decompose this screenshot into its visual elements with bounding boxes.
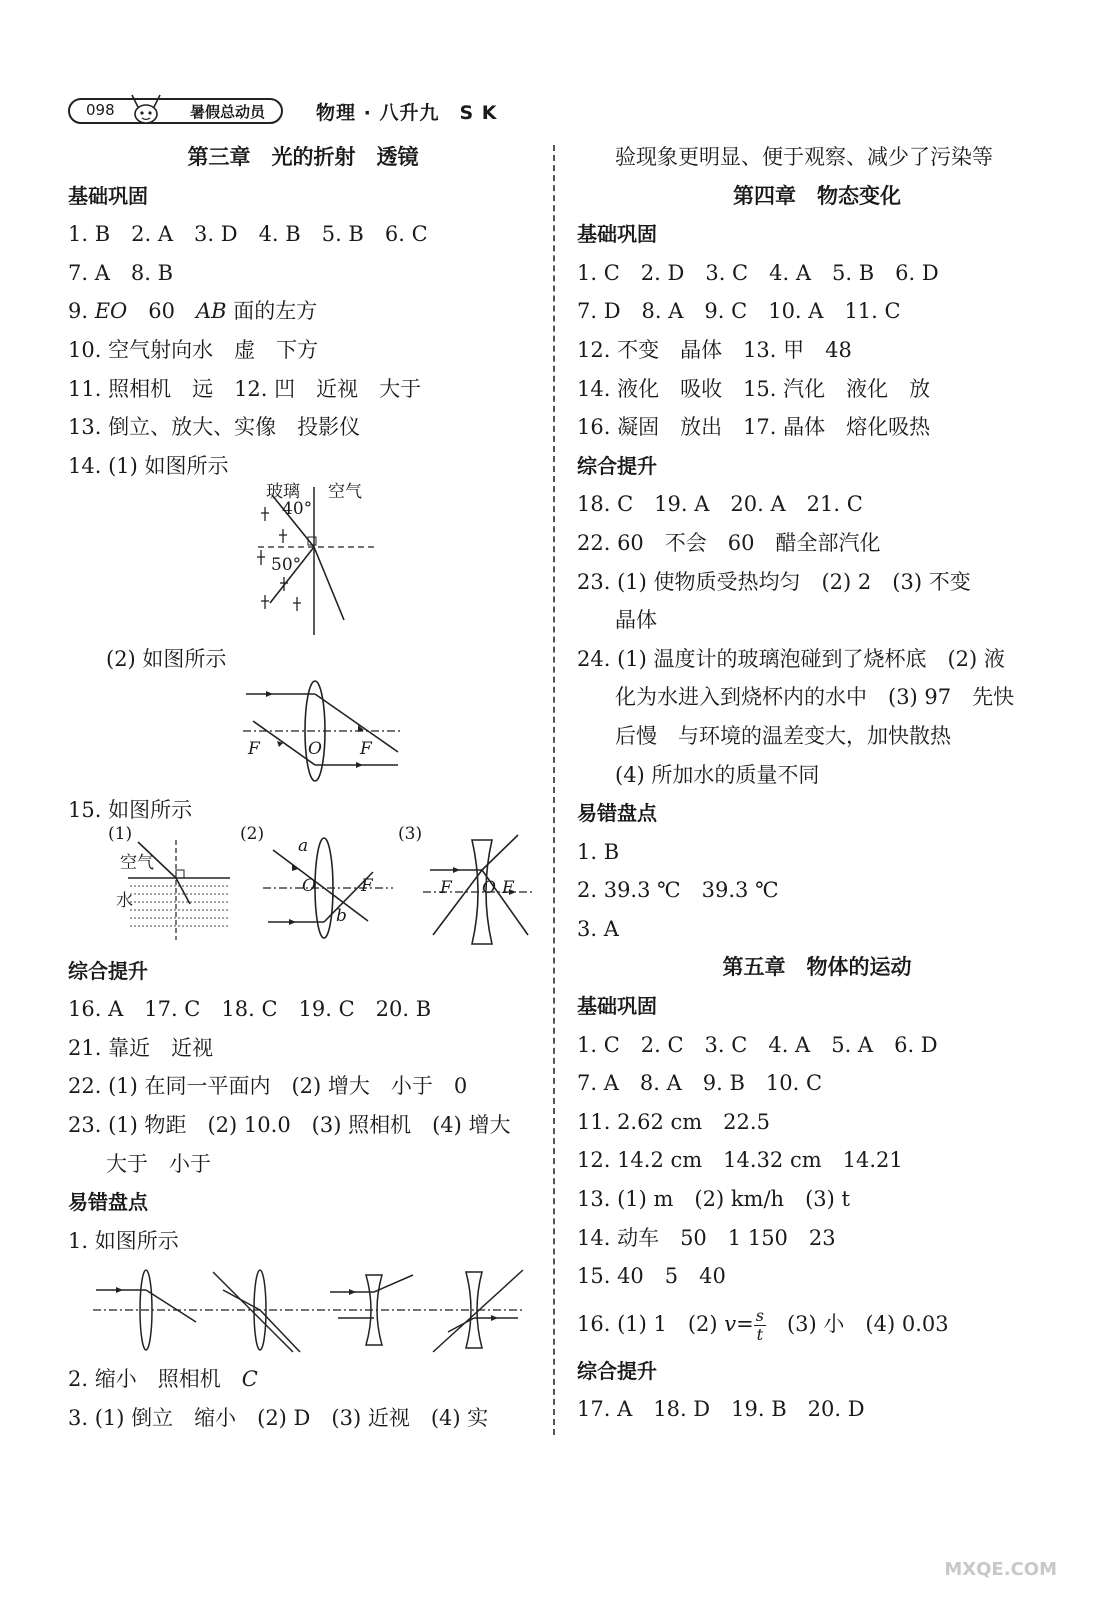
- label-f-left: F: [248, 738, 260, 759]
- answer-line: 11. 照相机 远 12. 凹 近视 大于: [68, 376, 422, 401]
- label-p3: (3): [398, 823, 423, 844]
- label-f-right-15: F: [502, 877, 514, 898]
- answer-line: 2. 39.3 ℃ 39.3 ℃: [577, 878, 779, 903]
- answer-line: 17. A 18. D 19. B 20. D: [577, 1397, 865, 1422]
- label-water: 水: [116, 890, 133, 911]
- section-basic: 基础巩固: [577, 994, 657, 1019]
- answer-line: 化为水进入到烧杯内的水中 (3) 97 先快: [615, 685, 1015, 710]
- answer-line: 晶体: [615, 608, 657, 633]
- watermark: MXQE.COM: [944, 1559, 1057, 1580]
- answer-line: 14. 动车 50 1 150 23: [577, 1225, 836, 1250]
- figure-14-2-convex-lens: [68, 679, 538, 791]
- answer-line: 14. (1) 如图所示: [68, 453, 229, 478]
- label-o-15: O: [302, 875, 316, 896]
- answer-line: 11. 2.62 cm 22.5: [577, 1109, 770, 1134]
- chapter-3-title: 第三章 光的折射 透镜: [187, 145, 419, 169]
- section-advance: 综合提升: [68, 958, 148, 983]
- section-advance: 综合提升: [577, 453, 657, 478]
- section-mistake: 易错盘点: [68, 1190, 148, 1215]
- answer-line: 24. (1) 温度计的玻璃泡碰到了烧杯底 (2) 液: [577, 646, 1005, 671]
- label-p2: (2): [240, 823, 265, 844]
- label-f-15: F: [361, 875, 373, 896]
- section-mistake: 易错盘点: [577, 801, 657, 826]
- answer-line: 21. 靠近 近视: [68, 1035, 214, 1060]
- answer-line: 7. A 8. A 9. B 10. C: [577, 1071, 823, 1096]
- series-title: 暑假总动员: [190, 103, 266, 121]
- chapter-4-title: 第四章 物态变化: [733, 183, 901, 208]
- label-f-left-15: F: [440, 877, 452, 898]
- label-a: a: [298, 835, 309, 856]
- answer-line: 1. C 2. D 3. C 4. A 5. B 6. D: [577, 260, 939, 285]
- answer-line: 验现象更明显、便于观察、减少了污染等: [615, 145, 993, 169]
- fraction-s-over-t: $\frac{s}{t}$: [755, 1305, 764, 1344]
- answer-line: 12. 不变 晶体 13. 甲 48: [577, 337, 852, 362]
- answer-line: 14. 液化 吸收 15. 汽化 液化 放: [577, 376, 931, 401]
- answer-line: 13. 倒立、放大、实像 投影仪: [68, 415, 361, 440]
- label-air: 空气: [328, 482, 362, 503]
- label-angle-50: 50°: [271, 555, 302, 576]
- answer-line: 7. A 8. B: [68, 260, 174, 285]
- label-air-15: 空气: [120, 852, 154, 873]
- label-o: O: [308, 738, 322, 759]
- answer-line: 16. 凝固 放出 17. 晶体 熔化吸热: [577, 415, 931, 440]
- answer-line: 1. B 2. A 3. D 4. B 5. B 6. C: [68, 222, 428, 247]
- page-header: [64, 96, 544, 132]
- answer-line: 1. B: [577, 839, 620, 864]
- label-glass: 玻璃: [266, 482, 300, 503]
- answer-line: 22. 60 不会 60 醋全部汽化: [577, 530, 881, 555]
- section-advance: 综合提升: [577, 1358, 657, 1383]
- answer-line-mistake-2: 2. 缩小 照相机 C: [68, 1367, 258, 1392]
- label-f-right: F: [360, 738, 372, 759]
- answer-line: 16. A 17. C 18. C 19. C 20. B: [68, 997, 432, 1022]
- answer-line: 3. A: [577, 916, 619, 941]
- section-basic: 基础巩固: [68, 183, 148, 208]
- answer-line: 15. 如图所示: [68, 797, 193, 822]
- left-column: [68, 138, 538, 1437]
- answer-line: 12. 14.2 cm 14.32 cm 14.21: [577, 1148, 903, 1173]
- answer-line: 15. 40 5 40: [577, 1264, 726, 1289]
- subject-title: 物理 · 八升九 S K: [316, 102, 498, 124]
- answer-line: 1. 如图所示: [68, 1228, 179, 1253]
- answer-line: 7. D 8. A 9. C 10. A 11. C: [577, 299, 901, 324]
- right-column: [577, 138, 1057, 1429]
- answer-line: 18. C 19. A 20. A 21. C: [577, 492, 863, 517]
- answer-line: 13. (1) m (2) km/h (3) t: [577, 1187, 850, 1212]
- label-o-15-3: O: [482, 877, 496, 898]
- answer-line-9: 9. EO 60 AB 面的左方: [68, 299, 318, 324]
- answer-line: (4) 所加水的质量不同: [615, 762, 820, 787]
- label-angle-40: 40°: [282, 499, 313, 520]
- column-divider: [553, 145, 555, 1435]
- answer-line: 大于 小于: [106, 1151, 211, 1176]
- answer-line: 1. C 2. C 3. C 4. A 5. A 6. D: [577, 1032, 938, 1057]
- section-basic: 基础巩固: [577, 222, 657, 247]
- figure-14-1-refraction: [68, 482, 538, 640]
- answer-line: 23. (1) 使物质受热均匀 (2) 2 (3) 不变: [577, 569, 971, 594]
- page-number: 098: [86, 101, 115, 119]
- answer-line: 10. 空气射向水 虚 下方: [68, 337, 319, 362]
- label-b: b: [336, 905, 347, 926]
- answer-line: 22. (1) 在同一平面内 (2) 增大 小于 0: [68, 1074, 468, 1099]
- mascot-icon: [126, 92, 166, 128]
- answer-line: 3. (1) 倒立 缩小 (2) D (3) 近视 (4) 实: [68, 1405, 489, 1430]
- answer-line: 后慢 与环境的温差变大，加快散热: [615, 723, 951, 748]
- answer-line-16: 16. (1) 1 (2) v= $\frac{s}{t}$ (3) 小 (4) 0.03: [577, 1305, 949, 1344]
- label-p1: (1): [108, 823, 133, 844]
- answer-line: 23. (1) 物距 (2) 10.0 (3) 照相机 (4) 增大: [68, 1112, 511, 1137]
- figure-mistake-1: [68, 1260, 538, 1360]
- figure-15: [68, 823, 538, 952]
- answer-line: (2) 如图所示: [106, 647, 227, 672]
- chapter-5-title: 第五章 物体的运动: [722, 955, 912, 980]
